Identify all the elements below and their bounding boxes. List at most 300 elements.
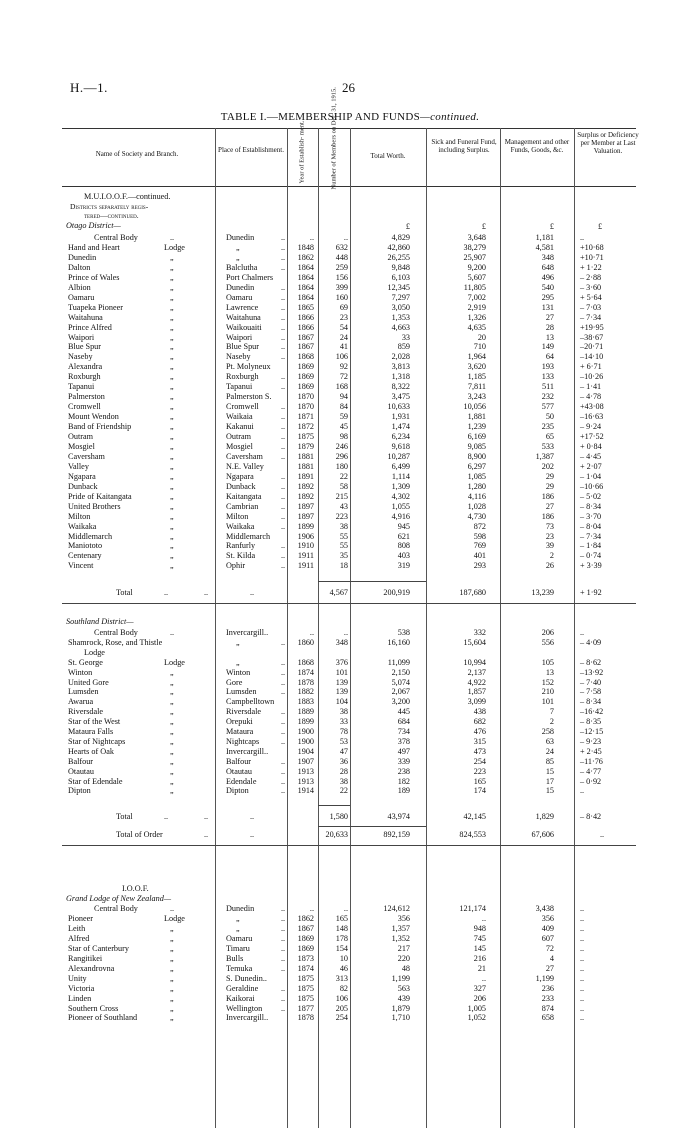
branch-name: Milton [68,511,91,521]
table-row [0,412,700,422]
total-worth: 9,848 [391,262,410,272]
management-funds: 27 [545,963,554,973]
surplus-deficiency: – 5·02 [580,491,602,501]
currency-symbol: £ [549,222,554,231]
surplus-deficiency: – 4·45 [580,451,602,461]
place-of-establishment: Waikaia [226,412,253,422]
year-established: 1897 [297,511,314,521]
management-funds: 105 [541,657,554,667]
total-worth: 6,234 [391,432,410,441]
sick-funeral-fund: 598 [473,531,486,541]
table-row [0,243,700,253]
lodge-label: „ [170,697,174,707]
col-header-members: Number of Members on Dec. 31, 1915. [330,87,338,190]
branch-name: United Gore [68,677,109,687]
total-worth: 4,302 [391,491,410,501]
total-rule [318,805,350,806]
management-funds: 236 [541,983,554,993]
surplus-deficiency: –16·63 [580,412,604,422]
total-worth: 3,200 [391,697,410,707]
total-row [0,812,700,822]
branch-name: Middlemarch [68,531,113,541]
branch-name: Centenary [68,551,102,561]
sick-funeral-fund: 1,326 [467,312,486,322]
sick-funeral-fund: 4,116 [467,491,486,501]
table-row [0,757,700,767]
table-row [0,697,700,707]
total-worth: 734 [397,727,410,736]
lodge-label: „ [170,491,174,501]
place-of-establishment: Invercargill.. [226,628,269,637]
table-row [0,727,700,737]
lodge-label: „ [170,993,174,1003]
lodge-label: „ [170,923,174,933]
place-of-establishment: Campbelltown [226,697,275,707]
lodge-label: „ [170,402,174,412]
total-rule [318,581,350,582]
table-row [0,904,700,914]
management-funds: 193 [541,362,554,372]
management-funds: 2 [549,717,554,727]
place-dots: .. [281,657,286,667]
table-row [0,707,700,717]
total-worth: 808 [397,541,410,551]
year-established: 1883 [297,697,314,707]
sick-funeral-fund: 216 [473,953,486,963]
total-worth: 8,322 [391,382,410,392]
total-worth: 200,919 [383,588,410,597]
year-established: 1900 [297,727,314,736]
place-dots: .. [281,943,286,953]
lodge-label: „ [170,521,174,531]
total-worth: 563 [397,983,410,993]
year-established: 1913 [297,776,314,786]
table-row [0,333,700,343]
currency-symbol: £ [481,222,486,231]
surplus-deficiency: .. [580,973,585,983]
total-worth: 10,287 [387,451,410,461]
total-worth: 1,352 [391,933,410,943]
place-dots: .. [281,541,286,551]
total-worth: 339 [397,756,410,766]
table-row [0,402,700,412]
year-established: 1910 [297,541,314,551]
place-of-establishment: „ [236,637,240,647]
lodge-label: „ [170,677,174,687]
place-of-establishment: Roxburgh [226,372,259,382]
surplus-deficiency: – 7·58 [580,687,602,697]
surplus-deficiency: – 7·03 [580,302,602,312]
year-established: 1874 [297,963,314,973]
branch-name: Mount Wendon [68,412,119,422]
table-row [0,462,700,472]
year-established: 1869 [297,372,314,382]
page-number: 26 [342,80,355,95]
lodge-label: „ [170,252,174,262]
year-established: 1899 [297,521,314,531]
surplus-deficiency: – 9·24 [580,422,602,432]
management-funds: 4,581 [535,242,554,252]
management-funds: 658 [541,1013,554,1023]
total-worth: 945 [397,521,410,531]
member-count: 28 [339,766,348,776]
sick-funeral-fund: 1,964 [467,352,486,362]
year-established: 1864 [297,272,314,282]
management-funds: 186 [541,491,554,501]
member-count: 33 [339,717,348,727]
member-count: 399 [335,282,348,292]
lodge-label: „ [170,511,174,521]
table-title-main: TABLE I.—MEMBERSHIP AND FUNDS [220,111,421,123]
total-worth: 1,199 [391,973,410,983]
sick-funeral-fund: 25,907 [463,252,486,262]
management-funds: 28 [545,322,554,332]
place-dots: .. [281,242,286,252]
total-worth: 6,499 [391,461,410,471]
place-dots: .. [281,717,286,727]
total-worth: 3,475 [391,392,410,402]
place-of-establishment: Gore [226,677,243,687]
place-of-establishment: „ [236,657,240,667]
place-of-establishment: Invercargill.. [226,1013,269,1023]
total-worth: 2,028 [391,352,410,362]
table-row [0,273,700,283]
sick-funeral-fund: 872 [473,521,486,531]
total-worth: 11,099 [387,657,410,667]
place-of-establishment: N.E. Valley [226,461,264,471]
row-dots: .. [250,830,255,839]
place-dots: .. [281,953,286,963]
branch-name: Hearts of Oak [68,746,114,756]
order-total-members: 20,633 [325,830,348,839]
year-established: 1878 [297,677,314,687]
year-established: 1900 [297,736,314,746]
surplus-deficiency: + 3·39 [580,561,602,571]
sick-funeral-fund: 438 [473,707,486,717]
year-established: .. [309,628,314,637]
year-established: .. [309,904,314,913]
branch-name: Star of Nightcaps [68,736,126,746]
surplus-deficiency: – 0·92 [580,776,602,786]
total-of-order-label: Total of Order [116,830,163,839]
branch-name: Pioneer of Southland [68,1013,138,1023]
management-funds: 186 [541,511,554,521]
branch-name: Waikaka [68,521,97,531]
sick-funeral-fund: 3,648 [467,233,486,242]
management-funds: 64 [545,352,554,362]
total-worth: 403 [397,551,410,561]
total-worth: 124,612 [383,904,410,913]
total-worth: 1,055 [391,501,410,511]
table-row [0,717,700,727]
table-row [0,293,700,303]
sick-funeral-fund: 1,085 [467,471,486,481]
member-count: 296 [335,451,348,461]
lodge-label: „ [170,736,174,746]
table-row [0,638,700,648]
lodge-label: „ [170,481,174,491]
member-count: 223 [335,511,348,521]
member-count: 53 [339,736,348,746]
year-established: 1881 [297,461,314,471]
management-funds: 149 [541,342,554,352]
place-dots: .. [281,933,286,943]
place-dots: .. [281,252,286,262]
surplus-deficiency: – 2·88 [580,272,602,282]
place-of-establishment: Palmerston S. [226,392,272,402]
management-funds: 3,438 [535,904,554,913]
total-worth: 238 [397,766,410,776]
surplus-deficiency: .. [580,913,585,923]
member-count: 92 [339,362,348,372]
total-worth: 48 [401,963,410,973]
lodge-label: „ [170,422,174,432]
total-worth: 43,974 [387,812,410,821]
surplus-deficiency: – 3·70 [580,511,602,521]
total-worth: 1,114 [391,471,410,481]
sick-funeral-fund: 174 [473,786,486,796]
lodge-label: „ [170,412,174,422]
management-funds: 133 [541,372,554,382]
member-count: 72 [339,372,348,382]
member-count: 94 [339,392,348,402]
total-worth: 1,309 [391,481,410,491]
place-of-establishment: Tapanui [226,382,253,392]
lodge-label: .. [170,904,175,913]
branch-name: Cromwell [68,402,101,412]
table-row [0,532,700,542]
table-row [0,974,700,984]
surplus-deficiency: – 1·84 [580,541,602,551]
year-established: 1889 [297,707,314,717]
total-sick-fund: 42,145 [463,812,486,821]
sick-funeral-fund: 293 [473,561,486,571]
member-count: 254 [335,1013,348,1023]
surplus-deficiency: – 8·04 [580,521,602,531]
surplus-deficiency: +17·52 [580,432,604,441]
total-worth: 26,255 [387,252,410,262]
year-established: 1879 [297,441,314,451]
surplus-deficiency: – 1·04 [580,471,602,481]
management-funds: 65 [545,432,554,441]
sick-funeral-fund: 710 [473,342,486,352]
place-of-establishment: Invercargill.. [226,746,269,756]
row-dots: .. [204,830,209,839]
branch-name: Rangitikei [68,953,103,963]
lodge-label: „ [170,451,174,461]
table-row [0,648,700,658]
lodge-label: „ [170,551,174,561]
year-established: 1899 [297,717,314,727]
member-count: 348 [335,637,348,647]
total-worth: 220 [397,953,410,963]
total-worth: 3,813 [391,362,410,372]
branch-name: Leith [68,923,86,933]
year-established: 1872 [297,422,314,432]
management-funds: 348 [541,252,554,262]
member-count: 246 [335,441,348,451]
sick-funeral-fund: 2,137 [467,667,486,677]
member-count: 259 [335,262,348,272]
management-funds: 63 [545,736,554,746]
surplus-deficiency: +43·08 [580,402,604,412]
surplus-deficiency: – 4·77 [580,766,602,776]
place-of-establishment: Mataura [226,727,254,736]
total-worth: 12,345 [387,282,410,292]
branch-name: Alexandra [68,362,103,372]
place-dots: .. [281,963,286,973]
table-row [0,541,700,551]
place-of-establishment: „ [236,242,240,252]
surplus-deficiency: – 0·74 [580,551,602,561]
surplus-deficiency: .. [580,983,585,993]
lodge-label: „ [170,441,174,451]
place-dots: .. [281,521,286,531]
place-dots: .. [281,993,286,1003]
management-funds: 1,199 [535,973,554,983]
place-of-establishment: Ngapara [226,471,254,481]
member-count: 139 [335,687,348,697]
year-established: 1892 [297,481,314,491]
management-funds: 85 [545,756,554,766]
place-dots: .. [281,432,286,441]
currency-row [0,222,700,232]
place-of-establishment: Wellington [226,1003,263,1013]
place-dots: .. [281,637,286,647]
member-count: 156 [335,272,348,282]
year-established: 1869 [297,933,314,943]
place-dots: .. [281,312,286,322]
year-established: 1911 [297,551,314,561]
lodge-label: „ [170,983,174,993]
management-funds: 232 [541,392,554,402]
sick-funeral-fund: 254 [473,756,486,766]
total-members: 4,567 [329,588,348,597]
sick-funeral-fund: 769 [473,541,486,551]
sick-funeral-fund: 7,811 [467,382,486,392]
branch-name: Band of Friendship [68,422,132,432]
table-row [0,283,700,293]
surplus-deficiency: – 8·34 [580,501,602,511]
management-funds: 2 [549,551,554,561]
branch-name: Pioneer [68,913,94,923]
lodge-label: „ [170,973,174,983]
sick-funeral-fund: 682 [473,717,486,727]
order-total-sick-fund: 824,553 [459,830,486,839]
surplus-deficiency: + 5·64 [580,292,602,302]
district-name: Southland District— [66,617,134,626]
member-count: 22 [339,786,348,796]
table-row [0,442,700,452]
surplus-deficiency: + 6·71 [580,362,602,372]
surplus-deficiency: –38·67 [580,332,604,342]
year-established: 1871 [297,412,314,422]
place-dots: .. [281,352,286,362]
total-worth: 3,050 [391,302,410,312]
member-count: 46 [339,963,348,973]
order-total-surplus: .. [600,830,605,839]
management-funds: 648 [541,262,554,272]
place-of-establishment: Oamaru [226,292,253,302]
order-total-management: 67,606 [531,830,554,839]
table-row [0,984,700,994]
place-dots: .. [281,262,286,272]
lodge-label: „ [170,667,174,677]
place-of-establishment: Port Chalmers [226,272,274,282]
lodge-label: „ [170,342,174,352]
table-row [0,767,700,777]
surplus-deficiency: –12·15 [580,727,604,736]
total-worth: 4,663 [391,322,410,332]
place-dots: .. [281,776,286,786]
place-of-establishment: Oamaru [226,933,253,943]
row-dots: .. [204,812,209,821]
table-row [0,512,700,522]
branch-name: Prince of Wales [68,272,120,282]
sick-funeral-fund: 1,185 [467,372,486,382]
table-row [0,1004,700,1014]
lodge-label: „ [170,727,174,736]
district-heading [0,617,700,627]
sick-funeral-fund: 327 [473,983,486,993]
sick-funeral-fund: 2,919 [467,302,486,312]
member-count: 101 [335,667,348,677]
lodge-label: „ [170,501,174,511]
management-funds: 540 [541,282,554,292]
total-label: Total [116,812,133,821]
place-of-establishment: Waitahuna [226,312,261,322]
member-count: 58 [339,481,348,491]
management-funds: 874 [541,1003,554,1013]
total-management: 1,829 [535,812,554,821]
member-count: 313 [335,973,348,983]
lodge-label: „ [170,372,174,382]
place-dots: .. [281,786,286,796]
col-header-mgmt: Management and other Funds, Goods, &c. [504,138,570,154]
place-dots: .. [281,441,286,451]
year-established: 1864 [297,282,314,292]
place-of-establishment: Riversdale [226,707,262,717]
table-row [0,561,700,571]
lodge-label: „ [170,943,174,953]
sick-funeral-fund: 8,900 [467,451,486,461]
total-worth: 684 [397,717,410,727]
sick-funeral-fund: 165 [473,776,486,786]
year-established: 1869 [297,382,314,392]
lodge-label: „ [170,541,174,551]
lodge-label: „ [170,282,174,292]
branch-name: Central Body [94,904,138,913]
member-count: 35 [339,551,348,561]
branch-name: Linden [68,993,92,1003]
branch-name: Naseby [68,352,93,362]
place-dots: .. [281,736,286,746]
place-dots: .. [281,481,286,491]
surplus-deficiency: – 4·78 [580,392,602,402]
surplus-deficiency: – 1·41 [580,382,602,392]
member-count: 106 [335,352,348,362]
lodge-label: „ [170,953,174,963]
table-row [0,668,700,678]
member-count: 154 [335,943,348,953]
table-row [0,452,700,462]
place-dots: .. [281,412,286,422]
table-row [0,492,700,502]
sick-funeral-fund: 9,085 [467,441,486,451]
place-of-establishment: „ [236,252,240,262]
branch-name: Central Body [94,233,138,242]
row-dots: .. [250,812,255,821]
